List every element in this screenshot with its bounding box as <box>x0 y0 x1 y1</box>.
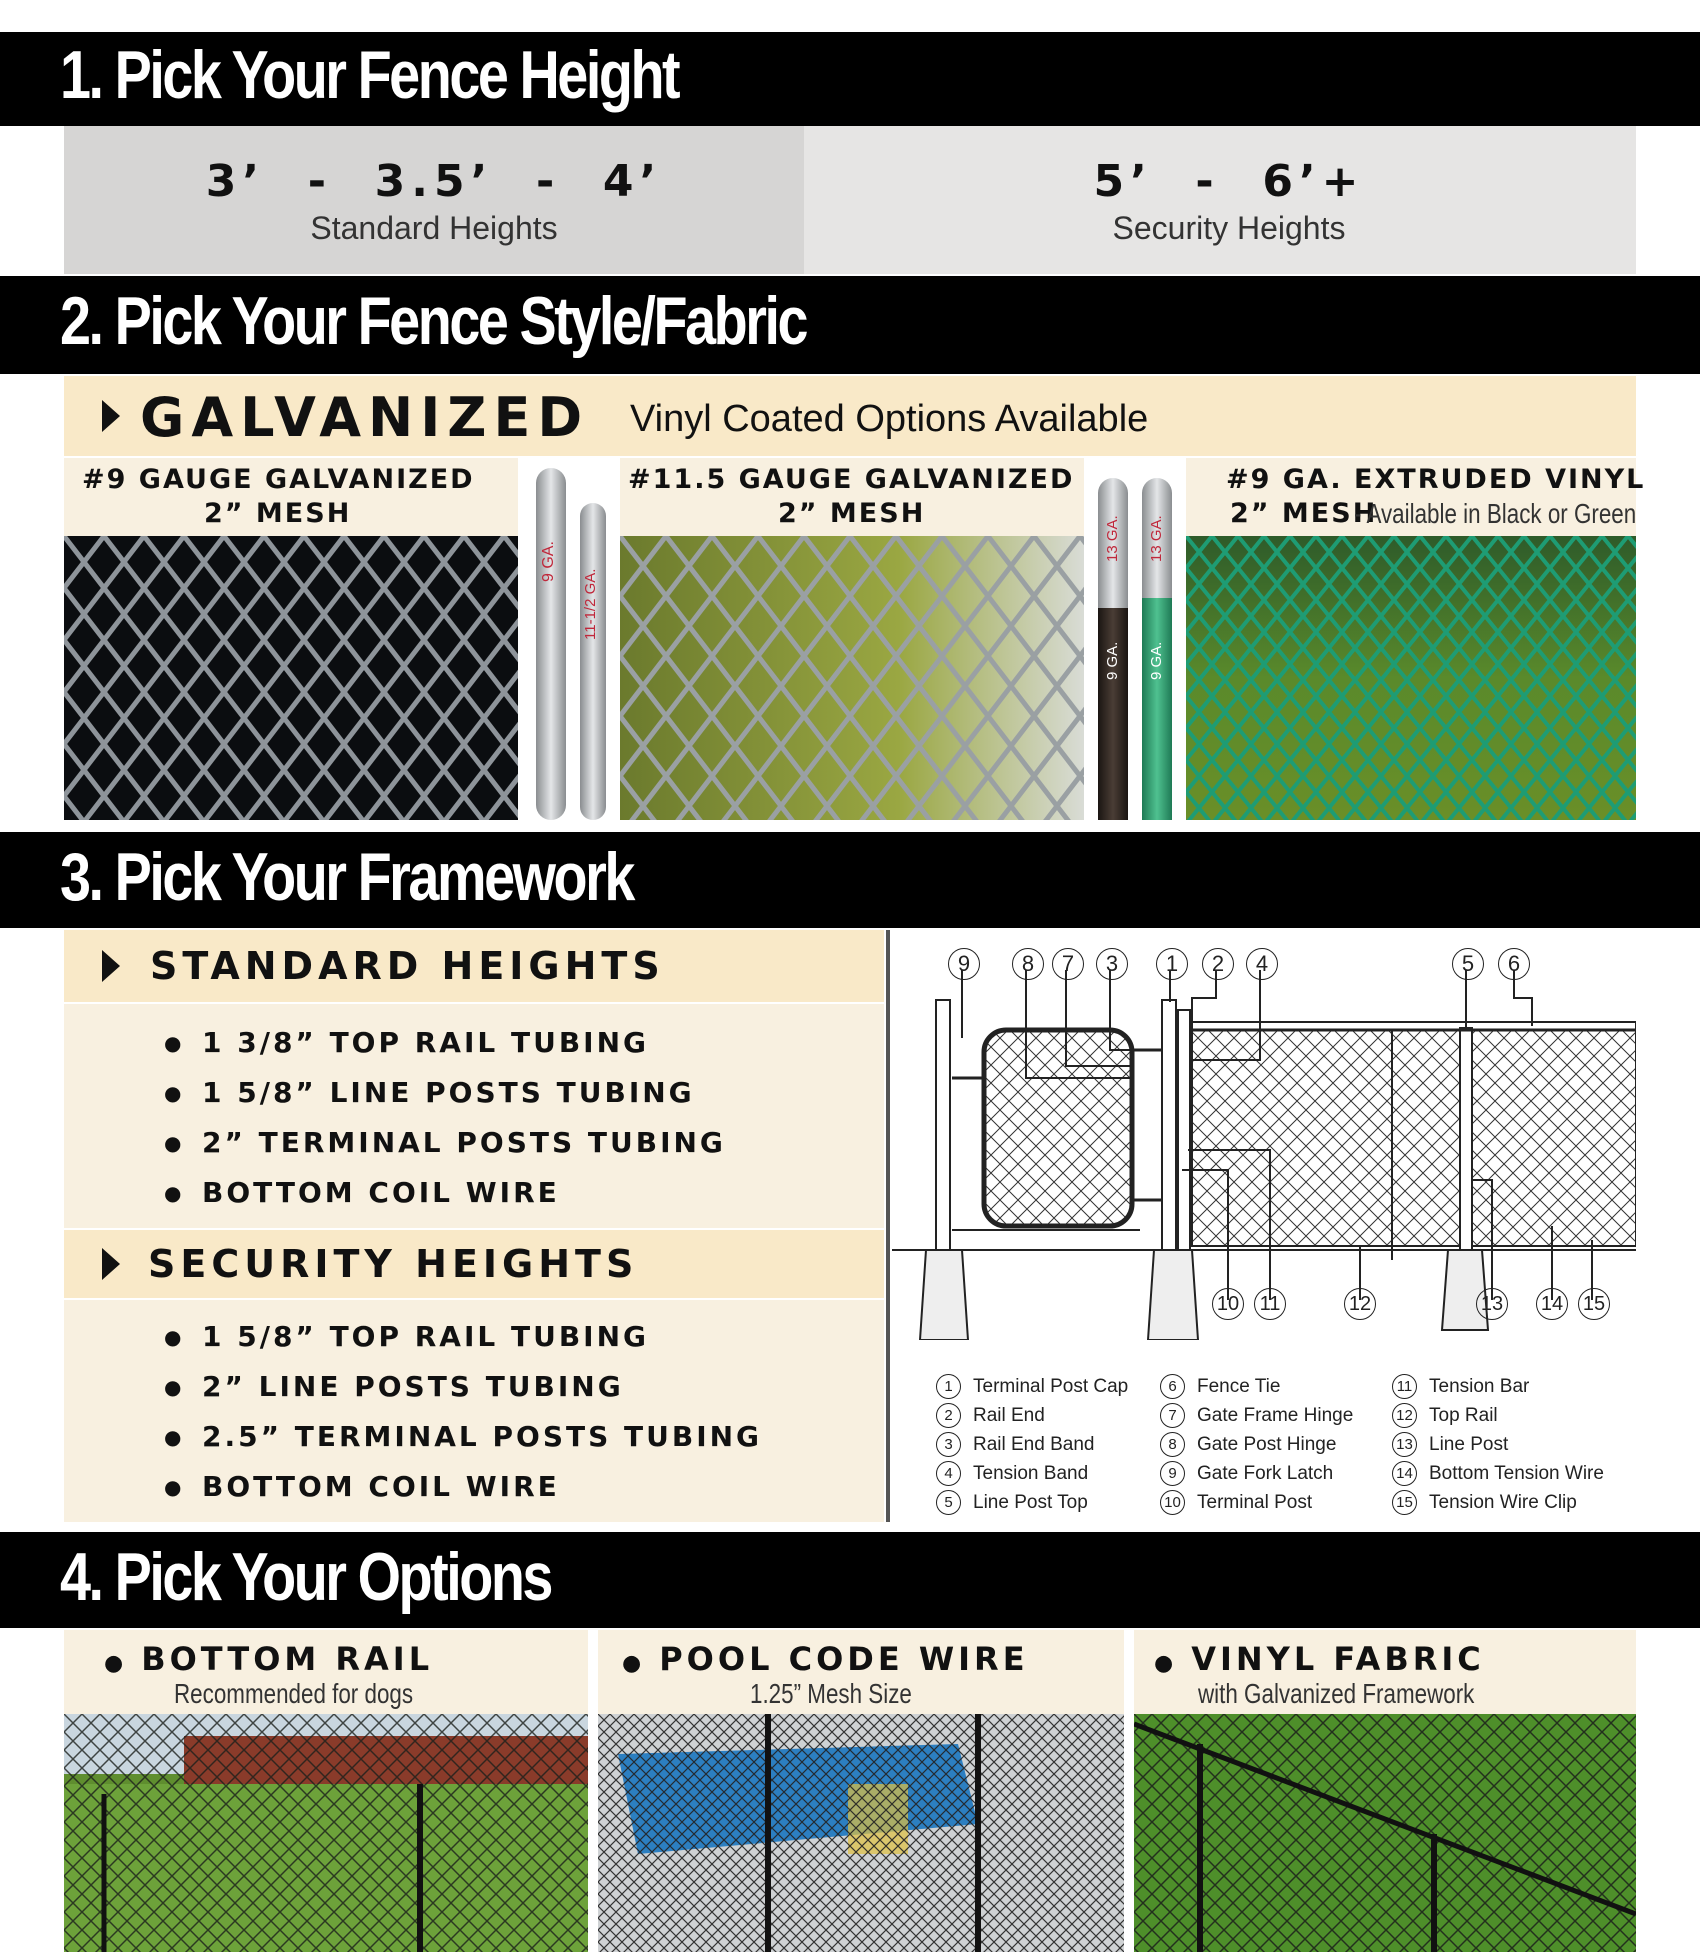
legend-item: 11 Tension Bar <box>1392 1372 1529 1401</box>
callout-6: 6 <box>1498 948 1542 977</box>
fabric-option-2-label <box>620 458 1084 536</box>
list-item: ● 2” TERMINAL POSTS TUBING <box>164 1118 726 1168</box>
list-item: ● 1 5/8” TOP RAIL TUBING <box>164 1312 762 1362</box>
framework-divider <box>886 930 890 1522</box>
standard-framework-title: STANDARD HEIGHTS <box>150 944 665 988</box>
galvanized-arrow-icon <box>102 400 120 432</box>
fabric-photo-11-5-gauge <box>620 536 1084 820</box>
legend-item: 12 Top Rail <box>1392 1401 1498 1430</box>
galvanized-banner <box>64 376 1636 456</box>
section1-header <box>0 32 1700 126</box>
fabric-photo-vinyl-green <box>1186 536 1636 820</box>
fabric-option-3-note: - Available in Black or Green <box>1354 498 1637 529</box>
list-item: ● 1 3/8” TOP RAIL TUBING <box>164 1018 726 1068</box>
option-vinyl-fabric-sub: with Galvanized Framework <box>1198 1678 1475 1709</box>
option-bottom-rail-title: ● BOTTOM RAIL <box>104 1640 434 1678</box>
security-framework-list-panel <box>64 1300 884 1522</box>
legend-item: 10 Terminal Post <box>1160 1488 1312 1517</box>
callout-4: 4 <box>1246 948 1290 977</box>
security-framework-list <box>164 1312 762 1512</box>
callout-1: 1 <box>1156 948 1200 977</box>
section4-header <box>0 1532 1700 1628</box>
callout-2: 2 <box>1202 948 1246 977</box>
section2-title: 2. Pick Your Fence Style/Fabric <box>60 283 807 359</box>
security-arrow-icon <box>102 1248 120 1280</box>
wire-label-9ga-green: 9 GA. <box>1148 641 1165 680</box>
legend-item: 9 Gate Fork Latch <box>1160 1459 1333 1488</box>
callout-10: 10 <box>1212 1288 1256 1317</box>
standard-heights-values: 3’ - 3.5’ - 4’ <box>205 156 663 207</box>
list-item: ● 2” LINE POSTS TUBING <box>164 1362 762 1412</box>
section2-header <box>0 276 1700 374</box>
wire-label-11-5ga: 11-1/2 GA. <box>582 568 599 640</box>
diagram-legend <box>936 1372 1636 1522</box>
fabric-photo-9-gauge <box>64 536 518 820</box>
callout-3: 3 <box>1096 948 1140 977</box>
security-heights-values: 5’ - 6’+ <box>1093 156 1365 207</box>
standard-heights-label: Standard Heights <box>310 210 558 246</box>
option-vinyl-fabric-title: ● VINYL FABRIC <box>1154 1640 1485 1678</box>
option-photo-pool-code <box>598 1714 1124 1952</box>
callout-14: 14 <box>1536 1288 1580 1317</box>
bullet-icon: ● <box>1154 1651 1178 1676</box>
option-pool-code-sub: 1.25” Mesh Size <box>750 1678 912 1709</box>
diagram-callouts <box>892 930 1636 1340</box>
list-item: ● BOTTOM COIL WIRE <box>164 1462 762 1512</box>
legend-item: 5 Line Post Top <box>936 1488 1088 1517</box>
list-item: ● BOTTOM COIL WIRE <box>164 1168 726 1218</box>
fabric-option-3-label <box>1186 458 1646 536</box>
standard-heights-panel <box>64 126 804 274</box>
legend-item: 7 Gate Frame Hinge <box>1160 1401 1353 1430</box>
legend-item: 14 Bottom Tension Wire <box>1392 1459 1604 1488</box>
security-heights-label: Security Heights <box>1112 210 1346 246</box>
standard-framework-header <box>64 930 884 1002</box>
option-bottom-rail-label <box>64 1630 588 1714</box>
bullet-icon: ● <box>104 1651 128 1676</box>
security-framework-header <box>64 1230 884 1298</box>
wire-sample-galvanized <box>520 458 620 820</box>
security-heights-panel <box>804 126 1636 274</box>
option-vinyl-fabric-label <box>1134 1630 1636 1714</box>
option-photo-vinyl-fabric <box>1134 1714 1636 1952</box>
list-item: ● 2.5” TERMINAL POSTS TUBING <box>164 1412 762 1462</box>
standard-framework-list-panel <box>64 1004 884 1228</box>
fabric-option-3-line2: 2” MESH <box>1230 498 1378 529</box>
fabric-option-2-line2: 2” MESH <box>778 498 926 529</box>
callout-11: 11 <box>1254 1288 1298 1317</box>
wire-label-13ga-a: 13 GA. <box>1104 515 1121 562</box>
callout-5: 5 <box>1452 948 1496 977</box>
option-photo-bottom-rail <box>64 1714 588 1952</box>
legend-item: 4 Tension Band <box>936 1459 1088 1488</box>
callout-8: 8 <box>1012 948 1056 977</box>
wire-label-9ga: 9 GA. <box>540 541 557 582</box>
standard-framework-list <box>164 1018 726 1218</box>
fabric-option-1-line1: #9 GAUGE GALVANIZED <box>82 464 475 495</box>
callout-7: 7 <box>1052 948 1096 977</box>
option-pool-code-label <box>598 1630 1124 1714</box>
fabric-option-3-line1: #9 GA. EXTRUDED VINYL <box>1226 464 1646 495</box>
fabric-option-2-line1: #11.5 GAUGE GALVANIZED <box>628 464 1075 495</box>
option-bottom-rail-sub: Recommended for dogs <box>174 1678 414 1709</box>
wire-sample-vinyl <box>1086 458 1186 820</box>
wire-label-9ga-black: 9 GA. <box>1104 641 1121 680</box>
callout-12: 12 <box>1344 1288 1388 1317</box>
section4-title: 4. Pick Your Options <box>60 1539 551 1615</box>
callout-15: 15 <box>1578 1288 1622 1317</box>
callout-9: 9 <box>948 948 992 977</box>
vinyl-coated-note: Vinyl Coated Options Available <box>630 398 1149 440</box>
fabric-option-1-label <box>64 458 518 536</box>
callout-13: 13 <box>1476 1288 1520 1317</box>
legend-item: 1 Terminal Post Cap <box>936 1372 1128 1401</box>
legend-item: 13 Line Post <box>1392 1430 1508 1459</box>
legend-item: 2 Rail End <box>936 1401 1045 1430</box>
galvanized-title: GALVANIZED <box>140 386 590 449</box>
legend-item: 15 Tension Wire Clip <box>1392 1488 1577 1517</box>
security-framework-title: SECURITY HEIGHTS <box>148 1242 639 1286</box>
bullet-icon: ● <box>622 1651 646 1676</box>
legend-item: 6 Fence Tie <box>1160 1372 1280 1401</box>
standard-arrow-icon <box>102 950 120 982</box>
option-pool-code-title: ● POOL CODE WIRE <box>622 1640 1029 1678</box>
list-item: ● 1 5/8” LINE POSTS TUBING <box>164 1068 726 1118</box>
section3-title: 3. Pick Your Framework <box>60 839 633 915</box>
fabric-option-1-line2: 2” MESH <box>204 498 352 529</box>
section1-title: 1. Pick Your Fence Height <box>60 37 679 113</box>
wire-label-13ga-b: 13 GA. <box>1148 515 1165 562</box>
legend-item: 8 Gate Post Hinge <box>1160 1430 1336 1459</box>
section3-header <box>0 832 1700 928</box>
legend-item: 3 Rail End Band <box>936 1430 1094 1459</box>
